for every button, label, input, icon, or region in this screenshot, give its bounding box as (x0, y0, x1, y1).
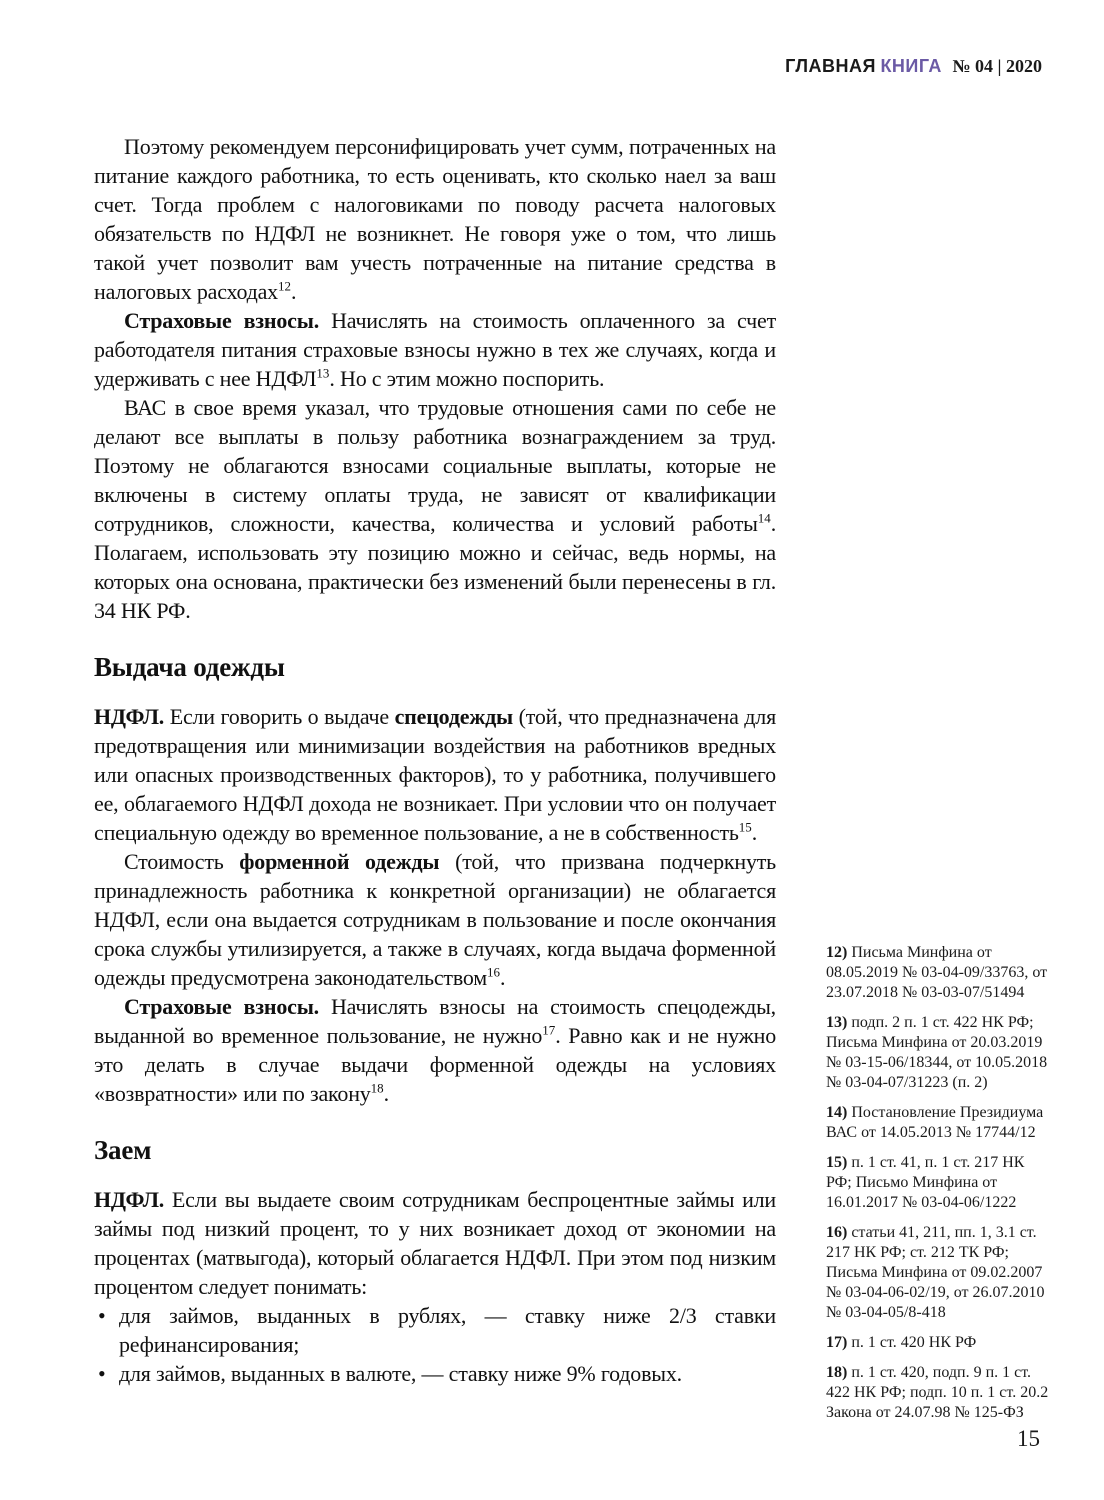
text-run: . Полагаем, использовать эту позицию можно и сейчас, ведь нормы, на которых она основана, практически без изменений были перенесены в гл. 34 НК РФ. (94, 511, 776, 623)
section-heading: Заем (94, 1135, 152, 1165)
text-run: . Но с этим можно поспорить. (329, 366, 605, 391)
text-run: . (751, 820, 758, 845)
footnote-text: Постановление Президиума ВАС от 14.05.2013 № 17744/12 (826, 1104, 1044, 1141)
footnote-number: 13) (826, 1014, 852, 1031)
footnote-text: п. 1 ст. 41, п. 1 ст. 217 НК РФ; Письмо Минфина от 16.01.2017 № 03-04-06/1222 (826, 1154, 1025, 1211)
footnote-number: 18) (826, 1364, 852, 1381)
footnote-item (826, 1333, 1052, 1353)
magazine-title-part2: КНИГА (880, 56, 942, 76)
bold-run: спецодежды (394, 704, 513, 729)
text-run: . (290, 279, 297, 304)
text-run: Если вы выдаете своим сотрудникам беспроцентные займы или займы под низкий процент, то у них возникает доход от экономии на процентах (матвыгода), который облагается НДФЛ. При этом под низким процентом следует понимать: (94, 1187, 776, 1299)
text-run: Начислять на стоимость оплаченного за счет работодателя питания страховые взносы нужно в тех же случаях, когда и удерживать с нее НДФЛ (94, 308, 776, 391)
footnote-ref: 12 (277, 278, 291, 294)
footnote-number: 16) (826, 1224, 852, 1241)
footnote-ref: 15 (738, 819, 752, 835)
text-run: Поэтому рекомендуем персонифицировать учет сумм, потраченных на питание каждого работника, то есть оценивать, кто сколько наел за ваш счет. Тогда проблем с налоговиками по поводу расчета налоговых обязательств по НДФЛ не возникнет. Не говоря уже о том, что лишь такой учет позволит вам учесть потраченные на питание средства в налоговых расходах (94, 134, 776, 304)
footnote-text: п. 1 ст. 420 НК РФ (851, 1334, 977, 1351)
text-run: для займов, выданных в рублях, — ставку ниже 2/3 ставки рефинансирования; (119, 1303, 776, 1357)
text-run: Стоимость (124, 849, 240, 874)
paragraph (94, 306, 776, 393)
footnote-item (826, 943, 1052, 1003)
paragraph (94, 702, 776, 847)
text-run: . Равно как и не нужно это делать в случае выдачи форменной одежды на условиях «возвратности» или по закону (94, 1023, 777, 1106)
footnote-ref: 18 (370, 1080, 384, 1096)
footnote-number: 12) (826, 944, 852, 961)
page-header (785, 55, 1042, 77)
footnote-ref: 16 (487, 964, 500, 980)
text-run: . (383, 1081, 389, 1106)
bold-run: НДФЛ. (94, 1187, 165, 1212)
bold-run: форменной одежды (239, 849, 440, 874)
footnote-text: подп. 2 п. 1 ст. 422 НК РФ; Письма Минфина от 20.03.2019 № 03-15-06/18344, от 10.05.2018 № 03-04-07/31223 (п. 2) (826, 1014, 1048, 1091)
paragraph (94, 393, 776, 625)
text-run: . (500, 965, 506, 990)
bold-run: НДФЛ. (94, 704, 165, 729)
paragraph (94, 847, 776, 992)
footnote-number: 15) (826, 1154, 852, 1171)
text-run: для займов, выданных в валюте, — ставку ниже 9% годовых. (119, 1361, 682, 1386)
text-run: Если говорить о выдаче (164, 704, 395, 729)
bullet-icon: • (98, 1361, 106, 1386)
footnote-item (826, 1223, 1052, 1323)
article-body (94, 132, 776, 1388)
page-number: 15 (1017, 1426, 1040, 1451)
footnote-ref: 14 (757, 510, 771, 526)
footnote-item (826, 1103, 1052, 1143)
footnote-ref: 17 (542, 1022, 556, 1038)
footnote-number: 14) (826, 1104, 852, 1121)
footnotes-column (826, 943, 1052, 1433)
text-run: (той, что призвана подчеркнуть принадлежность работника к конкретной организации) не облагается НДФЛ, если она выдается сотрудникам в пользование и после окончания срока службы утилизируется, а также в случаях, когда выдача форменной одежды предусмотрена законодательством (94, 849, 776, 990)
footnote-item (826, 1013, 1052, 1093)
text-run: (той, что предназначена для предотвращения или минимизации воздействия на работников вредных или опасных производственных факторов), то у работника, получившего ее, облагаемого НДФЛ дохода не возникает. При условии что он получает специальную одежду во временное пользование, а не в собственность (94, 704, 776, 845)
paragraph (94, 132, 776, 306)
footnote-text: п. 1 ст. 420, подп. 9 п. 1 ст. 422 НК РФ; подп. 10 п. 1 ст. 20.2 Закона от 24.07.98 № 125-ФЗ (826, 1364, 1049, 1421)
bold-run: Страховые взносы. (124, 308, 320, 333)
text-run: ВАС в свое время указал, что трудовые отношения сами по себе не делают все выплаты в пользу работника вознаграждением за труд. Поэтому не облагаются взносами социальные выплаты, которые не включены в систему оплаты труда, не зависят от квалификации сотрудников, сложности, качества, количества и условий работы (94, 395, 776, 536)
bullet-item (94, 1301, 776, 1359)
text-run: Начислять взносы на стоимость спецодежды, выданной во временное пользование, не нужно (94, 994, 776, 1048)
footnote-text: Письма Минфина от 08.05.2019 № 03-04-09/33763, от 23.07.2018 № 03-03-07/51494 (826, 944, 1048, 1001)
magazine-title-part1: ГЛАВНАЯ (785, 56, 876, 76)
bullet-item (94, 1359, 776, 1388)
paragraph (94, 992, 776, 1108)
issue-number: № 04 | 2020 (952, 56, 1042, 76)
footnote-number: 17) (826, 1334, 852, 1351)
footnote-text: статьи 41, 211, пп. 1, 3.1 ст. 217 НК РФ; ст. 212 ТК РФ; Письма Минфина от 09.02.2007 № 03-04-06-02/19, от 26.07.2010 № 03-04-05/8-418 (826, 1224, 1045, 1321)
section-heading: Выдача одежды (94, 652, 285, 682)
footnote-item (826, 1363, 1052, 1423)
footnote-item (826, 1153, 1052, 1213)
footnote-ref: 13 (316, 365, 330, 381)
bold-run: Страховые взносы. (124, 994, 319, 1019)
paragraph (94, 1185, 776, 1301)
bullet-icon: • (98, 1303, 106, 1328)
